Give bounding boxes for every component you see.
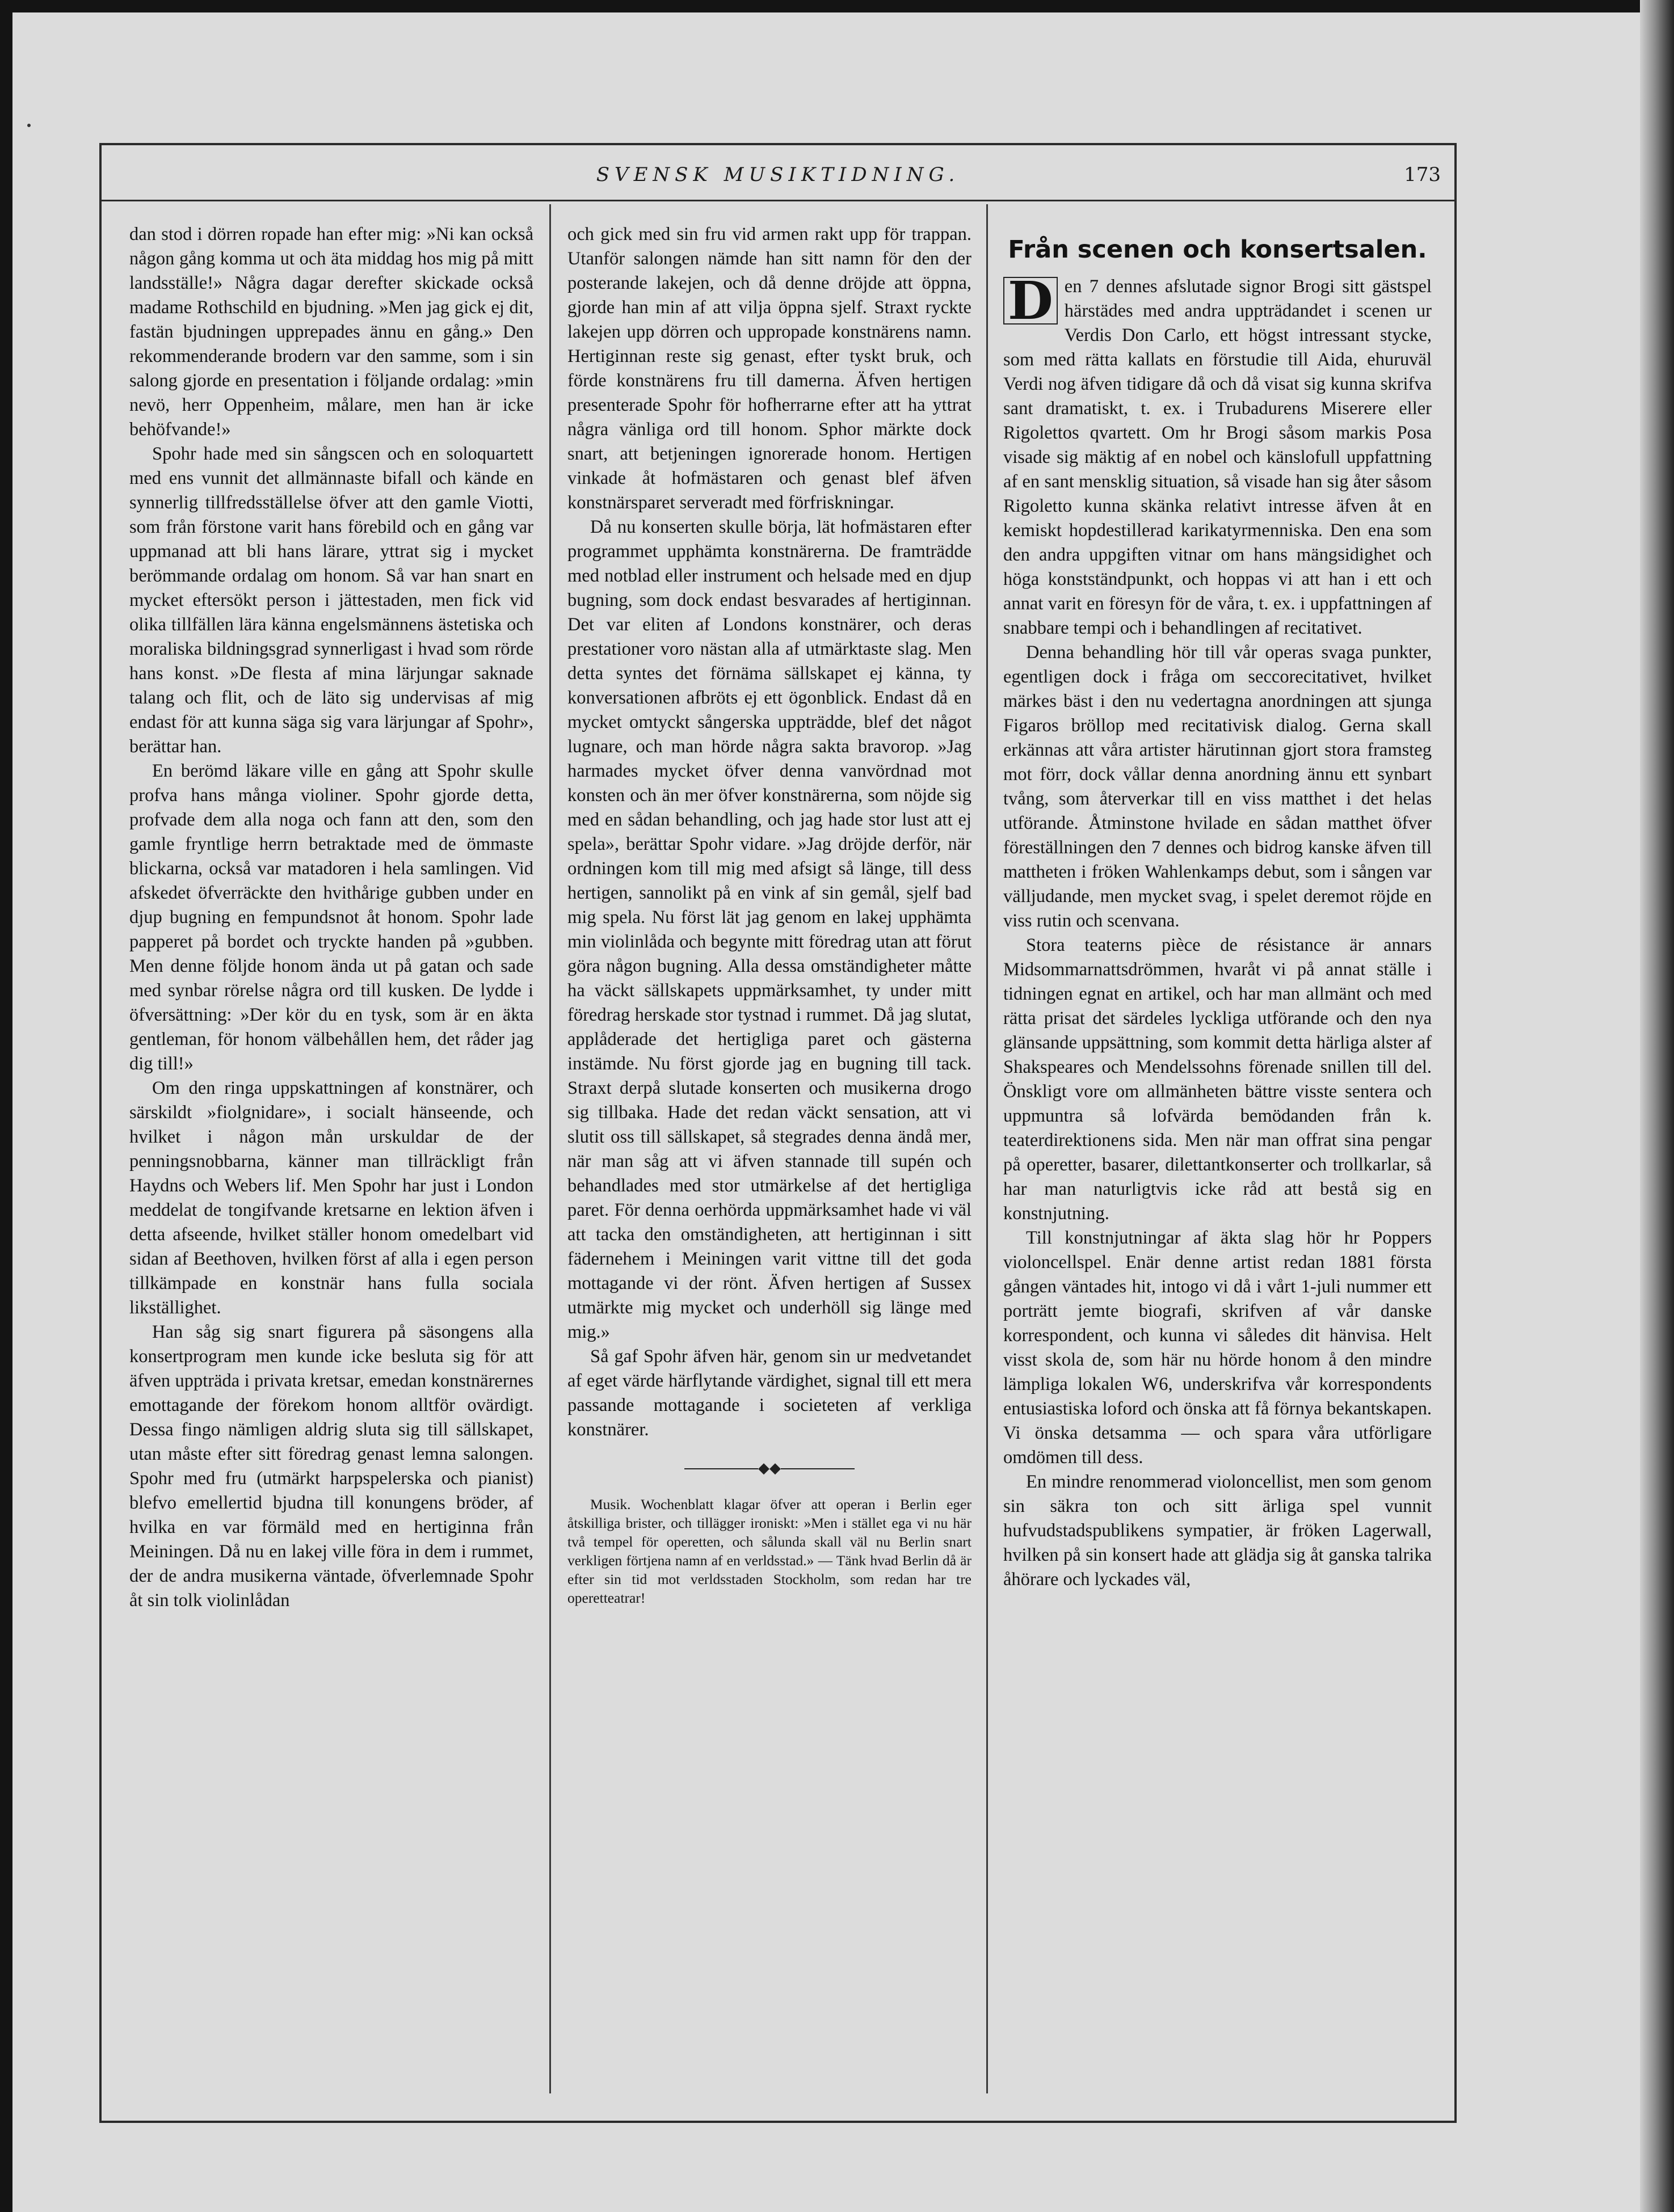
text-column-1 xyxy=(129,222,533,1613)
paragraph-with-dropcap xyxy=(1003,270,1432,641)
paragraph: dan stod i dörren ropade han efter mig: »Ni kan också någon gång komma ut och äta middag hos mig på mitt landsställe!» Några dagar derefter skickade också madame Rothschild en bjudning. »Men jag gick ej dit, fastän bjudningen upprepades ännu en gång.» Den rekommenderande brodern var den samme, som i sin salong gjorde en presentation i följande ordalag: »min nevö, herr Oppenheim, målare, men han är icke behöfvande!» xyxy=(129,224,533,440)
paragraph: Till konstnjutningar af äkta slag hör hr Poppers violoncellspel. Enär denne artist redan 1881 första gången väntades hit, intogo vi då i vårt 1-juli nummer ett porträtt jemte biografi, skrifven af vår danske korrespondent, och kunna vi således dit hänvisa. Helt visst skola de, som här nu hörde honom å den mindre lämpliga lokalen W6, underskrifva vår korrespondents entusiastiska loford och önska att få förnya bekantskapen. Vi önska detsamma — och spara våra utförligare omdömen till dess. xyxy=(1003,1228,1432,1468)
header-rule xyxy=(99,200,1457,201)
paragraph: Då nu konserten skulle börja, lät hofmästaren efter programmet upphämta konstnärerna. De framträdde med notblad eller instrument och helsade med en djup bugning, som dock endast besvarades af hertiginnan. Det var eliten af Londons konstnärer, och deras prestationer voro nästan alla af utmärktaste slag. Men detta syntes det förnäma sällskapet ej känna, ty konversationen afbröts ej ett ögonblick. Endast då en mycket omtyckt sångerska uppträdde, blef det något lugnare, och man hörde några sakta bravorop. »Jag harmades mycket öfver denna vanvördnad mot konsten och än mer öfver konstnärerna, som nöjde sig med en sådan behandling, och jag hade stor lust att ej spela», berättar Spohr vidare. »Jag dröjde derför, när ordningen kom till mig med afsigt så länge, till dess hertigen, sannolikt på en vink af sin gemål, sjelf bad mig spela. Nu först lät jag genom en lakej upphämta min violinlåda och begynte mitt föredrag utan att förut göra någon bugning. Alla dessa omständigheter måtte ha väckt sällskapets uppmärksamhet, ty under mitt föredrag herskade stor tystnad i rummet. Då jag slutat, applåderade det hertigliga paret och gästerna instämde. Nu först gjorde jag en bugning till tack. Straxt derpå slutade konserten och musikerna drogo sig tillbaka. Hade det redan väckt sensation, att vi slutit oss till sällskapet, så stegrades denna ändå mer, när man såg att vi äfven stannade till supén och behandlades med stor utmärkelse af det hertigliga paret. För denna oerhörda uppmärksamhet hade vi väl att tacka den omständigheten, att hertiginnan i sitt fädernehem i Meiningen varit vittne till det goda mottagande vi der rönt. Äfven hertigen af Sussex utmärkte mig mycket och underhöll sig länge med mig.» xyxy=(567,517,971,1342)
text-column-2 xyxy=(567,222,971,1607)
section-title: Från scenen och konsertsalen. xyxy=(1008,235,1427,264)
paragraph: Spohr hade med sin sångscen och en soloquartett med ens vunnit det allmännaste bifall och kände en synnerlig tillfredsställelse öfver att den gamle Viotti, som från förstone varit hans förebild och en gång var uppmanad att bli hans lärare, yttrat sig i mycket berömmande ordalag om honom. Så var han snart en mycket eftersökt person i jättestaden, men fick vid olika tillfällen lära känna engelsmännens ästetiska och moraliska bildningsgrad synnerligast i hvad som rörde hans konst. »De flesta af mina lärjungar saknade talang och flit, och de läto sig undervisas af mig endast för att kunna säga sig vara lärjungar af Spohr», berättar han. xyxy=(129,444,533,757)
journal-title: SVENSK MUSIKTIDNING. xyxy=(596,163,960,186)
page-edge-shadow xyxy=(1640,0,1674,2212)
paragraph: Denna behandling hör till vår operas svaga punkter, egentligen dock i fråga om seccorecitativet, hvilket märkes bäst i den nu vedertagna anordningen att sjunga Figaros bröllop med recitativisk dialog. Gerna skall erkännas att våra artister härutinnan gjort stora framsteg mot förr, dock vållar denna anordning ännu ett synbart tvång, som återverkar till en viss matthet i det helas utförande. Åtminstone hvilade en sådan matthet öfver föreställningen den 7 dennes och bidrog kanske äfven till mattheten i fröken Wahlenkamps debut, som i sången var välljudande, men mycket svag, i spelet deremot röjde en viss rutin och scenvana. xyxy=(1003,642,1432,931)
section-divider: ◆◆ xyxy=(567,1456,971,1480)
paragraph-text: en 7 dennes afslutade signor Brogi sitt gästspel härstädes med andra uppträdandet i scenen ur Verdis Don Carlo, ett högst intressant stycke, som med rätta kallats en förstudie till Aida, ehuruväl Verdi nog äfven tidigare då och då visat sig kunna skrifva sant dramatiskt, t. ex. i Trubadurens Miserere eller Rigolettos qvartett. Om hr Brogi såsom markis Posa visade sig mäktig af en nobel och känslofull uppfattning af en sant mensklig situation, så visade han sig åter såsom Rigoletto kunna skänka relativt intresse äfven åt en kemiskt hopdestillerad karikatyrmenniska. Den ena som den andra uppgiften vitnar om hans mängsidighet och höga konstständpunkt, och hoppas vi att han i ett och annat varit en föresyn för de våra, t. ex. i uppfattningen af snabbare tempi och i behandlingen af recitativet. xyxy=(1003,276,1432,638)
paragraph: och gick med sin fru vid armen rakt upp för trappan. Utanför salongen nämde han sitt namn för den der posterande lakejen, och då denne dröjde att öppna, gjorde han min af att vilja öppna sjelf. Straxt ryckte lakejen upp dörren och uppropade konstnärens namn. Hertiginnan reste sig genast, efter tyskt bruk, och förde konstnärens fru till damerna. Äfven hertigen presenterade Spohr för hofherrarne efter att ha yttrat några vänliga ord till honom. Sphor märkte dock snart, att betjeningen ignorerade honom. Hertigen vinkade åt hofmästaren och genast blef äfven konstnärsparet serveradt med förfriskningar. xyxy=(567,224,971,513)
running-header xyxy=(99,163,1457,197)
news-note xyxy=(567,1495,971,1607)
text-column-3 xyxy=(1003,222,1432,1592)
column-rule-2 xyxy=(986,204,988,2093)
note-paragraph: Musik. Wochenblatt klagar öfver att operan i Berlin eger åtskilliga brister, och tillägger ironiskt: »Men i stället ega vi nu här två tempel för operetten, och sålunda skall väl nu Berlin snart verkligen förtjena namn af en verldsstad.» — Tänk hvad Berlin då är efter sin tid mot verldsstaden Stockholm, som redan har tre operetteatrar! xyxy=(567,1496,971,1606)
paragraph: Stora teaterns pièce de résistance är annars Midsommarnattsdrömmen, hvaråt vi på annat ställe i tidningen egnat en artikel, och har man allmänt och med rätta prisat det särdeles lyckliga utförande och den nya glänsande uppsättning, som kommit detta härliga alster af Shakspeares och Mendelssohns förenade snillen till del. Önskligt vore om allmänheten bättre visste sentera och uppmuntra så lofvärda bemödanden från k. teaterdirektionens sida. Men när man offrat sina pengar på operetter, basarer, dilettantkonserter och trollkarlar, så har man naturligtvis icke råd att bestå sig en konstnjutning. xyxy=(1003,935,1432,1224)
print-speck xyxy=(27,124,31,127)
paragraph: En mindre renommerad violoncellist, men som genom sin säkra ton och sitt ärliga spel vunnit hufvudstadspublikens sympatier, är fröken Lagerwall, hvilken på sin konsert hade att glädja sig åt ganska talrika åhörare och lyckades väl, xyxy=(1003,1472,1432,1590)
page-number: 173 xyxy=(1404,163,1441,186)
column-rule-1 xyxy=(549,204,551,2093)
paragraph: Så gaf Spohr äfven här, genom sin ur medvetandet af eget värde härflytande värdighet, signal till ett mera passande mottagande i societeten af verkliga konstnärer. xyxy=(567,1346,971,1440)
dropcap: D xyxy=(1003,277,1058,325)
paragraph: Han såg sig snart figurera på säsongens alla konsertprogram men kunde icke besluta sig för att äfven uppträda i privata kretsar, emedan konstnärernes emottagande der förekom honom alltför ovärdigt. Dessa fingo nämligen aldrig sluta sig till sällskapet, utan måste efter sitt föredrag genast lemna salongen. Spohr med fru (utmärkt harpspelerska och pianist) blefvo emellertid bjudna till konungens bröder, af hvilka en var förmäld med en hertiginna från Meiningen. Då nu en lakej ville föra in dem i rummet, der de andra musikerna väntade, öfverlemnade Spohr åt sin tolk violinlådan xyxy=(129,1322,533,1611)
paragraph: Om den ringa uppskattningen af konstnärer, och särskildt »fiolgnidare», i socialt hänseende, och hvilket i någon mån urskuldar de der penningsnobbarna, känner man tillräckligt från Haydns och Webers lif. Men Spohr har just i London meddelat de tongifvande kretsarne en lektion äfven i detta afseende, hvilket ställer honom omedelbart vid sidan af Beethoven, hvilken först af alla i egen person tillkämpade en konstnär hans fulla sociala likställighet. xyxy=(129,1078,533,1318)
paragraph: En berömd läkare ville en gång att Spohr skulle profva hans många violiner. Spohr gjorde detta, profvade dem alla noga och fann att den, som den gamle fryntlige herrn betraktade med de ömmaste blickarna, också var matadoren i hela samlingen. Vid afskedet öfverräckte den hvithårige gubben under en djup bugning en fempundsnot åt honom. Spohr lade papperet på bordet och tryckte handen på »gubben. Men denne följde honom ända ut på gatan och sade med synbar rörelse några ord till kusken. De lydde i öfversättning: »Der kör du en tysk, som är en äkta gentleman, för honom välbehållen hem, det råder jag dig till!» xyxy=(129,761,533,1074)
